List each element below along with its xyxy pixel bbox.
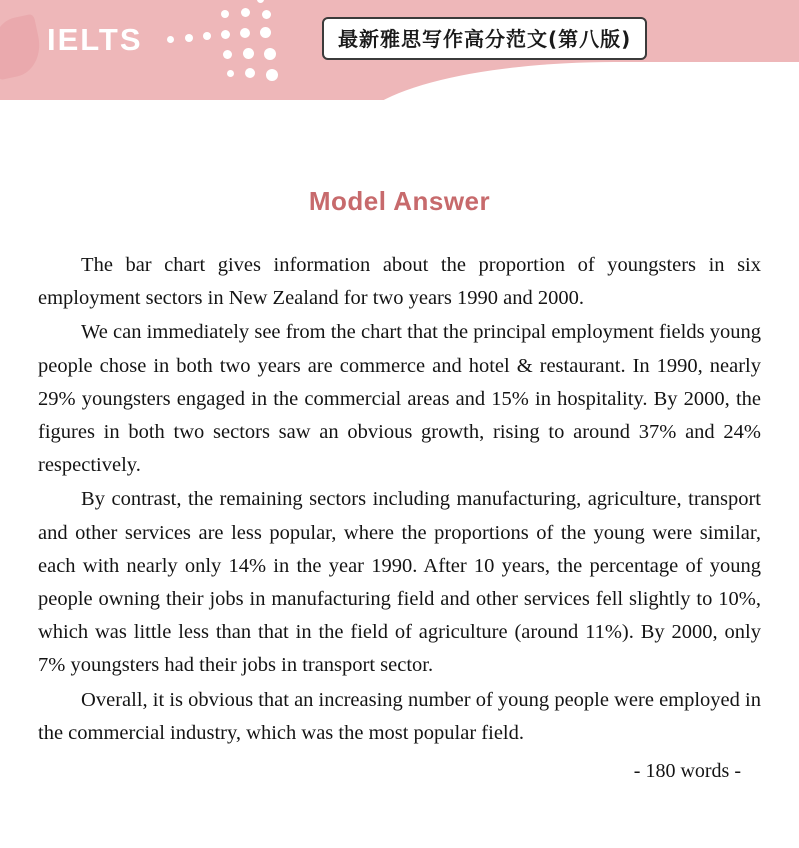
ielts-logo: IELTS bbox=[47, 22, 143, 57]
essay-text bbox=[32, 249, 767, 750]
paragraph: Overall, it is obvious that an increasing number of young people were employed in the commercial industry, which was the most popular field. bbox=[38, 688, 761, 744]
paragraph: By contrast, the remaining sectors including manufacturing, agriculture, transport and other services are less popular, where the proportions of the young were similar, each with nearly only 14% in the year 1990. After 10 years, the percentage of young people owning their jobs in manufacturing field and other services fell slightly to 10%, which was little less than that in the field of agriculture (around 11%). By 2000, only 7% youngsters had their jobs in transport sector. bbox=[38, 488, 761, 677]
paragraph: We can immediately see from the chart that the principal employment fields young people chose in both two years are commerce and hotel & restaurant. In 1990, nearly 29% youngsters engaged in the commercial areas and 15% in hospitality. By 2000, the figures in both two sectors saw an obvious growth, rising to around 37% and 24% respectively. bbox=[38, 321, 761, 477]
book-title-badge: 最新雅思写作高分范文(第八版) bbox=[322, 17, 647, 60]
section-title: Model Answer bbox=[308, 186, 491, 216]
word-count: - 180 words - bbox=[633, 760, 741, 783]
page-body bbox=[0, 186, 799, 783]
dot-pattern-decoration bbox=[165, 8, 300, 80]
header-base-fill bbox=[0, 100, 799, 108]
paragraph: The bar chart gives information about the proportion of youngsters in six employment sectors in New Zealand for two years 1990 and 2000. bbox=[38, 254, 761, 310]
page-header bbox=[0, 0, 799, 108]
